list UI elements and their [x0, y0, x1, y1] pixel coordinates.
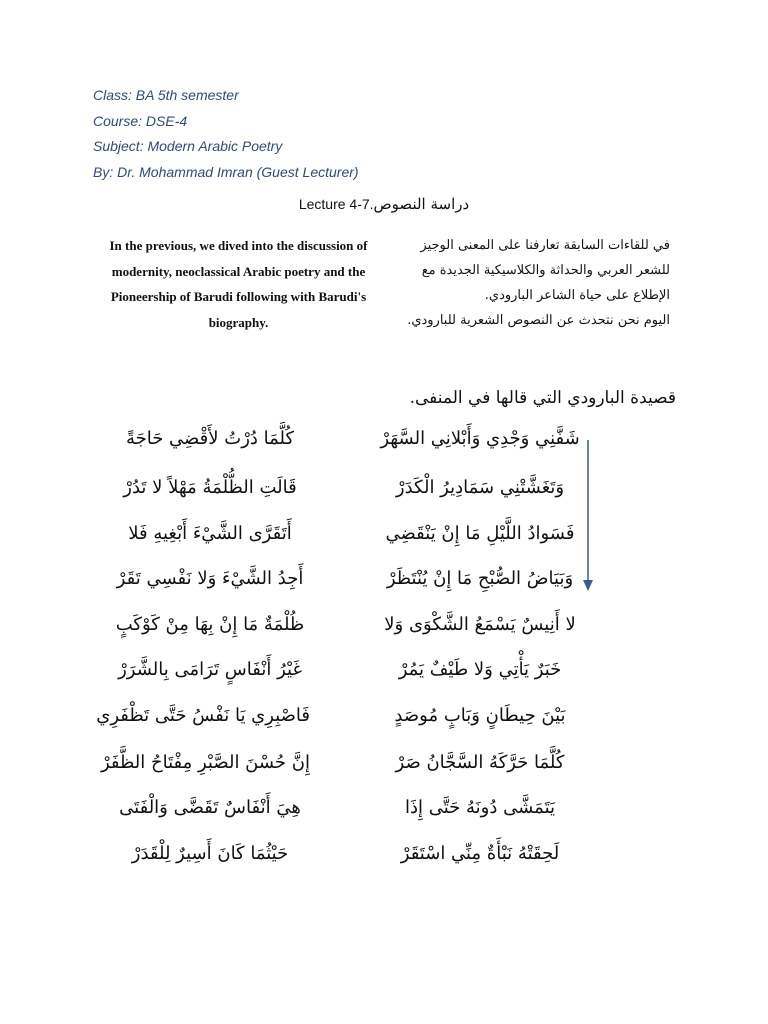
verse-right-hemistich: كُلَّمَا حَرَّكَهُ السَّجَّانُ صَرْ	[395, 752, 565, 773]
verse-row	[110, 568, 580, 598]
verse-row	[110, 614, 580, 644]
lecture-title	[0, 195, 768, 213]
verse-row	[110, 523, 580, 553]
verse-left-hemistich: كُلَّمَا دُرْتُ لأَقْضِي حَاجَةً	[125, 428, 295, 449]
verse-row	[110, 477, 580, 507]
reading-direction-arrow-icon	[578, 440, 598, 592]
verse-right-hemistich: خَبَرٌ يَأْتِي وَلا طَيْفٌ يَمُرْ	[398, 659, 562, 680]
verse-left-hemistich: إِنَّ حُسْنَ الصَّبْرِ مِفْتَاحُ الظَّفَرْ	[100, 752, 310, 773]
verse-row	[100, 752, 580, 782]
verse-left-hemistich: هِيَ أَنْفَاسٌ تَقَضَّى وَالْفَتَى	[119, 797, 301, 818]
verse-right-hemistich: لا أَنِيسٌ يَسْمَعُ الشَّكْوَى وَلا	[384, 614, 576, 635]
lecture-label: Lecture 4-7.	[298, 196, 374, 212]
verse-left-hemistich: أَتَقَرَّى الشَّيْءَ أَبْغِيهِ فَلا	[128, 523, 292, 544]
course-code-line: Course: DSE-4	[93, 113, 188, 129]
verse-left-hemistich: غَيْرُ أَنْفَاسٍ تَرَامَى بِالشَّرَرْ	[118, 659, 302, 680]
course-author-line: By: Dr. Mohammad Imran (Guest Lecturer)	[93, 164, 359, 180]
verse-row	[110, 428, 580, 458]
verse-right-hemistich: يَتَمَشَّى دُونَهُ حَتَّى إِذَا	[404, 797, 556, 818]
intro-arabic	[388, 233, 670, 333]
verse-right-hemistich: وَبَيَاضُ الصُّبْحِ مَا إِنْ يُنْتَظَرْ	[386, 568, 574, 589]
intro-arabic-paragraph: اليوم نحن نتحدث عن النصوص الشعرية للبارودي.	[407, 313, 670, 328]
course-class-line: Class: BA 5th semester	[93, 87, 239, 103]
verse-row	[110, 843, 580, 873]
intro-arabic-paragraph: في للقاءات السابقة تعارفنا على المعنى الوجيز للشعر العربي والحداثة والكلاسيكية الجديدة مع الإطلاع على حياة الشاعر البارودي.	[420, 238, 670, 303]
verse-left-hemistich: ظُلْمَةٌ مَا إِنْ بِهَا مِنْ كَوْكَبٍ	[115, 614, 305, 635]
lecture-arabic-title: دراسة النصوص	[373, 195, 470, 213]
verse-right-hemistich: فَسَوادُ اللَّيْلِ مَا إِنْ يَنْقَضِي	[385, 523, 575, 544]
verse-left-hemistich: حَيْثُمَا كَانَ أَسِيرٌ لِلْقَدَرْ	[131, 843, 289, 864]
verse-right-hemistich: شَفَّنِي وَجْدِي وَأَبْلانِي السَّهَرْ	[380, 428, 580, 449]
verse-left-hemistich: قَالَتِ الظُّلْمَةُ مَهْلاً لا تَدُرْ	[123, 477, 297, 498]
poem-title: قصيدة البارودي التي قالها في المنفى.	[409, 388, 676, 408]
verse-row	[96, 705, 580, 735]
verse-right-hemistich: وَتَغَشَّتْنِي سَمَادِيرُ الْكَدَرْ	[395, 477, 565, 498]
verse-right-hemistich: بَيْنَ حِيطَانٍ وَبَابٍ مُوصَدٍ	[394, 705, 566, 726]
verse-left-hemistich: فَاصْبِرِي يَا نَفْسُ حَتَّى تَظْفَرِي	[96, 705, 310, 726]
verse-left-hemistich: أَجِدُ الشَّيْءَ وَلا نَفْسِي تَقَرْ	[116, 568, 304, 589]
verse-row	[110, 659, 580, 689]
course-subject-line: Subject: Modern Arabic Poetry	[93, 138, 283, 154]
verse-row	[110, 797, 580, 827]
intro-english: In the previous, we dived into the discussion of modernity, neoclassical Arabic poetry and the Pioneership of Barudi following with Barudi's biography.	[109, 238, 368, 330]
verse-right-hemistich: لَحِقَتْهُ نَبْأَةٌ مِنِّي اسْتَقَرْ	[400, 843, 560, 864]
